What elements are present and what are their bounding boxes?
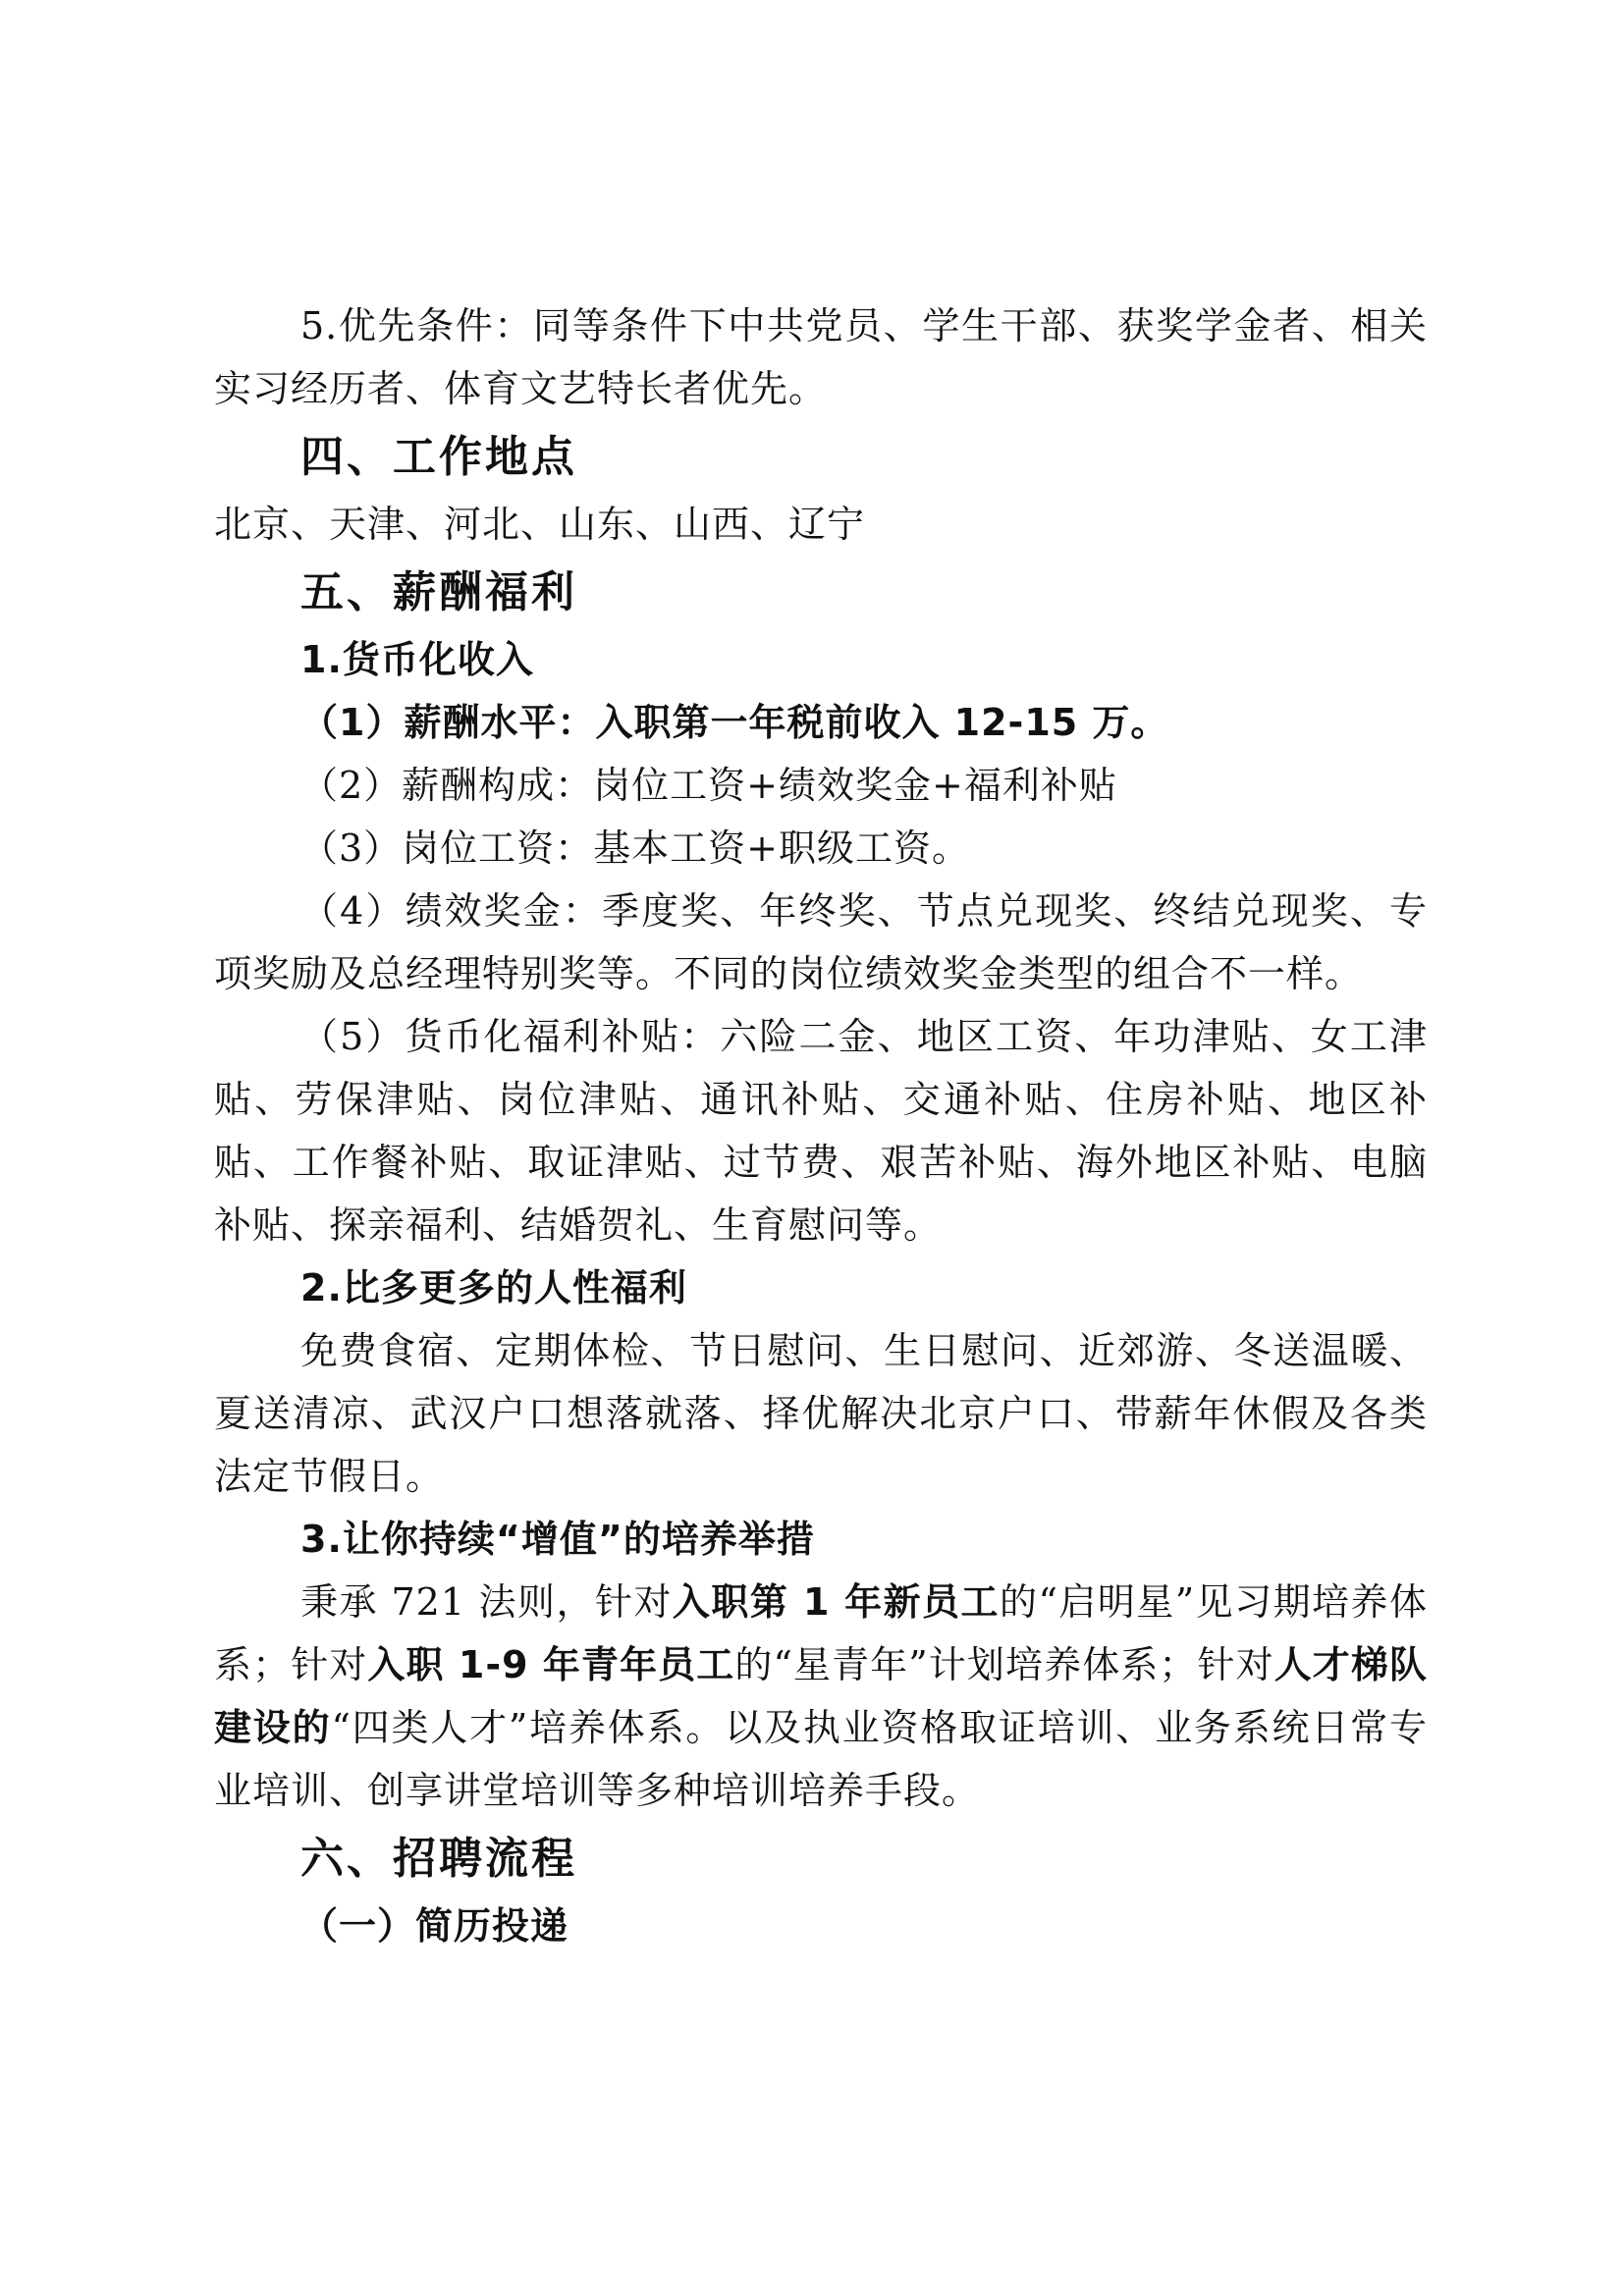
document-body [214,294,1428,1957]
work-locations-text: 北京、天津、河北、山东、山西、辽宁 [214,503,866,546]
training-measures-paragraph [214,1571,1428,1822]
training-text-seg1: 秉承 721 法则，针对 [300,1580,673,1624]
section-5-heading: 五、薪酬福利 [300,567,577,617]
training-measures-heading: 3.让你持续“增值”的培养举措 [300,1518,815,1561]
section-4-heading: 四、工作地点 [300,432,577,482]
performance-bonus-item: （4）绩效奖金：季度奖、年终奖、节点兑现奖、终结兑现奖、专项奖励及总经理特别奖等。不同的岗位绩效奖金类型的组合不一样。 [214,889,1428,995]
preferred-conditions-paragraph: 5.优先条件：同等条件下中共党员、学生干部、获奖学金者、相关实习经历者、体育文艺特长者优先。 [214,304,1428,410]
humane-benefits-text: 免费食宿、定期体检、节日慰问、生日慰问、近郊游、冬送温暖、夏送清凉、武汉户口想落就落、择优解决北京户口、带薪年休假及各类法定节假日。 [214,1329,1428,1498]
training-text-seg7: “四类人才”培养体系。以及执业资格取证培训、业务系统日常专业培训、创享讲堂培训等多种培训培养手段。 [214,1706,1428,1812]
resume-submission-heading: （一）简历投递 [300,1904,569,1948]
welfare-subsidy-item: （5）货币化福利补贴：六险二金、地区工资、年功津贴、女工津贴、劳保津贴、岗位津贴、通讯补贴、交通补贴、住房补贴、地区补贴、工作餐补贴、取证津贴、过节费、艰苦补贴、海外地区补贴、电脑补贴、探亲福利、结婚贺礼、生育慰问等。 [214,1015,1428,1247]
training-text-seg2-bold: 入职第 1 年新员工 [672,1580,1000,1624]
position-salary-item: （3）岗位工资：基本工资+职级工资。 [300,827,971,870]
training-text-seg6-bold: 人才梯队建设的 [214,1643,1428,1749]
salary-level-item: （1）薪酬水平：入职第一年税前收入 12-15 万。 [300,701,1169,744]
humane-benefits-heading: 2.比多更多的人性福利 [300,1266,687,1309]
monetary-income-heading: 1.货币化收入 [300,638,534,681]
salary-structure-item: （2）薪酬构成：岗位工资+绩效奖金+福利补贴 [300,764,1117,807]
training-text-seg5: 的“星青年”计划培养体系；针对 [734,1643,1274,1686]
section-6-heading: 六、招聘流程 [300,1834,577,1884]
training-text-seg4-bold: 入职 1-9 年青年员工 [367,1643,735,1686]
training-text-seg3: 的“启明星”见习期培养体系；针对 [214,1580,1428,1686]
